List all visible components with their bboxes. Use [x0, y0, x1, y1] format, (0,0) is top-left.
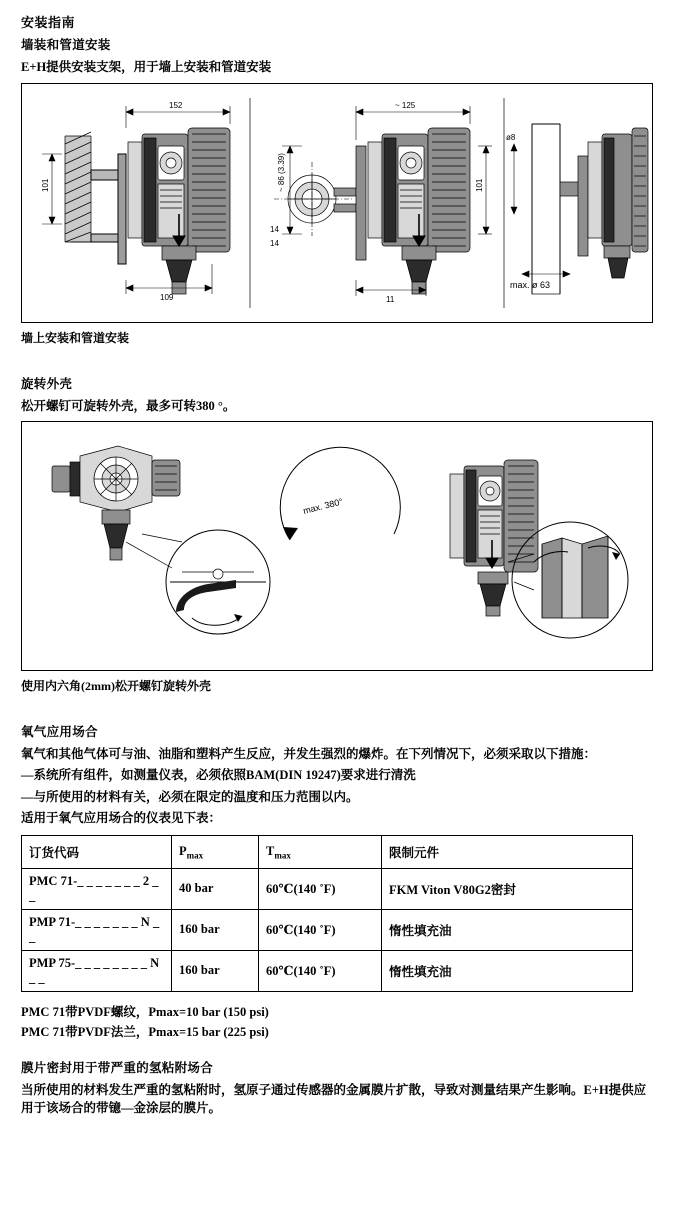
dim-label-109: 109	[160, 293, 174, 303]
pmax-subscript: max	[186, 850, 204, 860]
tmax-subscript: max	[274, 850, 291, 860]
table-row	[22, 868, 633, 909]
dim-label-11: 11	[386, 295, 395, 305]
cell-limiting-component: FKM Viton V80G2密封	[382, 868, 633, 909]
cell-limiting-component: 惰性填充油	[382, 909, 633, 950]
table-header-order-code: 订货代码	[22, 835, 172, 868]
heading-rotate-housing: 旋转外壳	[21, 377, 73, 392]
dim-label-125: ~ 125	[395, 101, 416, 111]
cell-pmax: 160 bar	[172, 950, 259, 991]
cell-pmax: 160 bar	[172, 909, 259, 950]
dim-label-101-right: 101	[475, 178, 484, 193]
caption-wall-pipe-mounting: 墙上安装和管道安装	[21, 331, 130, 346]
text-oxygen-para-4: 适用于氧气应用场合的仪表见下表：	[21, 810, 222, 825]
table-header-pmax	[172, 835, 259, 868]
label-max-rotation: max. 380°	[302, 496, 344, 517]
cell-order-code: PMP 71-_ _ _ _ _ _ _ N _ _	[22, 909, 172, 950]
figure-wall-pipe-mounting	[21, 83, 653, 323]
dim-label-86: ~ 86 (3.39)	[277, 153, 286, 193]
table-oxygen-specs	[21, 835, 633, 992]
dim-label-101-left: 101	[41, 178, 50, 193]
note-pvdf-thread: PMC 71带PVDF螺纹，Pmax=10 bar (150 psi)	[21, 1004, 269, 1019]
heading-hydrogen-application: 膜片密封用于带严重的氢粘附场合	[21, 1060, 214, 1075]
pmax-symbol: P	[179, 843, 187, 858]
cell-tmax: 60℃(140 ˚F)	[259, 950, 382, 991]
table-row	[22, 909, 633, 950]
note-pvdf-flange: PMC 71带PVDF法兰，Pmax=15 bar (225 psi)	[21, 1024, 269, 1039]
document-content	[21, 12, 653, 1120]
page-title: 安装指南	[21, 15, 76, 30]
dim-label-pipe: ø8	[506, 133, 516, 143]
cell-order-code: PMC 71-_ _ _ _ _ _ _ 2 _ _	[22, 868, 172, 909]
text-oxygen-para-2: —系统所有组件，如测量仪表，必须依照BAM(DIN 19247)要求进行清洗	[21, 768, 416, 783]
dim-label-small-b: 14	[270, 239, 279, 249]
text-rotate-housing-intro: 松开螺钉可旋转外壳，最多可转380 °。	[21, 399, 236, 414]
dim-label-152: 152	[169, 101, 183, 111]
heading-oxygen-application: 氧气应用场合	[21, 725, 98, 740]
cell-order-code: PMP 75-_ _ _ _ _ _ _ _ N _ _	[22, 950, 172, 991]
text-wall-pipe-intro: E+H提供安装支架，用于墙上安装和管道安装	[21, 60, 272, 74]
text-oxygen-para-3: —与所使用的材料有关，必须在限定的温度和压力范围以内。	[21, 789, 359, 804]
cell-pmax: 40 bar	[172, 868, 259, 909]
cell-limiting-component: 惰性填充油	[382, 950, 633, 991]
table-header-tmax	[259, 835, 382, 868]
table-header-row	[22, 835, 633, 868]
table-row	[22, 950, 633, 991]
caption-rotate-housing: 使用内六角(2mm)松开螺钉旋转外壳	[21, 679, 211, 694]
text-hydrogen-para-1: 当所使用的材料发生严重的氢粘附时，氢原子通过传感器的金属膜片扩散，导致对测量结果产生影响。E+H提供应用于该场合的带镱—金涂层的膜片。	[21, 1082, 647, 1115]
dim-label-max-63: max. ø 63	[510, 280, 551, 291]
dim-label-small-a: 14	[270, 225, 279, 235]
cell-tmax: 60℃(140 ˚F)	[259, 909, 382, 950]
cell-tmax: 60℃(140 ˚F)	[259, 868, 382, 909]
text-oxygen-para-1: 氧气和其他气体可与油、油脂和塑料产生反应，并发生强烈的爆炸。在下列情况下，必须采取以下措施：	[21, 747, 597, 762]
tmax-symbol: T	[266, 843, 275, 858]
figure-rotate-housing	[21, 421, 653, 671]
table-header-limiting-component: 限制元件	[382, 835, 633, 868]
heading-wall-pipe-mounting: 墙装和管道安装	[21, 38, 111, 52]
